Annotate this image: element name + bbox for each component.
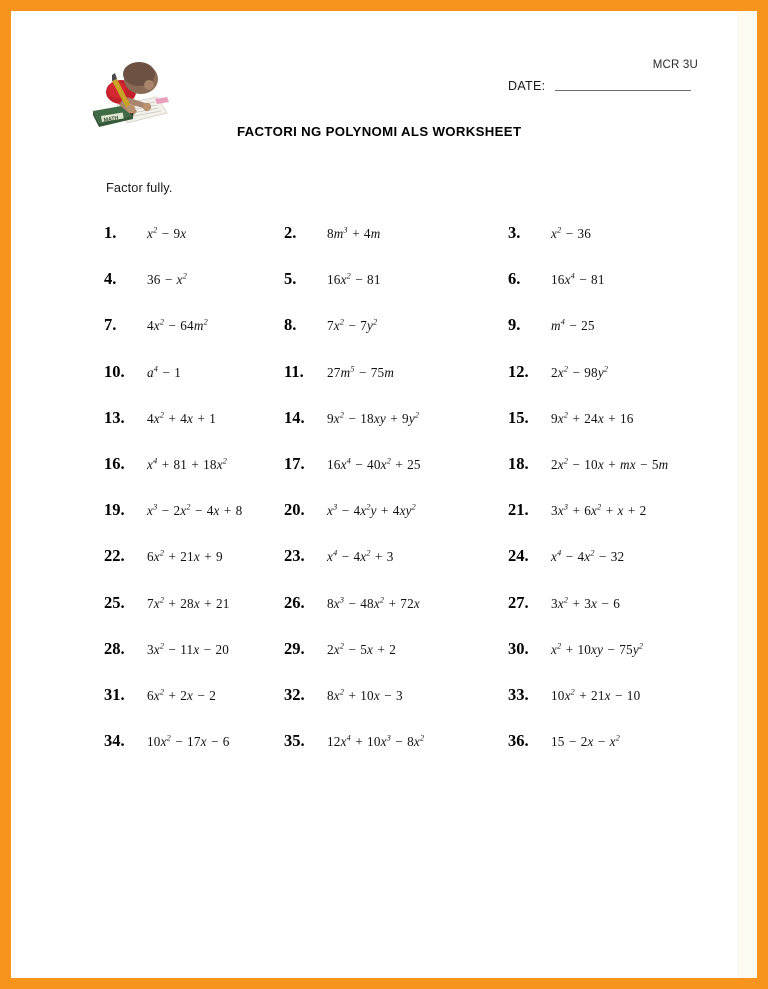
problem-item <box>284 454 421 474</box>
problem-expression: $x^2 + 10xy - 75y^2$ <box>551 641 644 657</box>
problem-expression: $3x^2 + 3x - 6$ <box>551 595 620 611</box>
problem-item <box>508 500 646 520</box>
problem-expression: $m^4 - 25$ <box>551 317 595 334</box>
problem-item <box>284 731 424 751</box>
problem-expression: $x^3 - 4x^2y + 4xy^2$ <box>327 502 416 519</box>
problem-item <box>284 362 394 382</box>
problem-number: 15. <box>508 407 529 427</box>
worksheet-sheet <box>11 11 737 978</box>
problem-item <box>508 408 634 428</box>
problem-number: 12. <box>508 361 529 381</box>
problem-item <box>284 546 394 566</box>
problem-expression: $27m^5 - 75m$ <box>327 364 395 380</box>
problem-item <box>508 315 595 335</box>
problem-item <box>508 223 591 243</box>
problem-expression: $6x^2 + 21x + 9$ <box>147 548 223 565</box>
problem-number: 30. <box>508 638 529 658</box>
problem-expression: $8m^3 + 4m$ <box>327 225 381 241</box>
problem-item <box>104 593 230 613</box>
problem-item <box>104 362 181 382</box>
problem-number: 29. <box>284 638 305 658</box>
problem-grid <box>11 223 737 777</box>
problem-row <box>11 408 737 454</box>
problem-item <box>104 315 208 335</box>
problem-number: 7. <box>104 315 117 335</box>
problem-expression: $10x^2 + 21x - 10$ <box>551 687 641 703</box>
problem-row <box>11 315 737 361</box>
problem-expression: $a^4 - 1$ <box>147 364 181 380</box>
problem-number: 20. <box>284 500 305 520</box>
problem-expression: $x^4 - 4x^2 - 32$ <box>551 548 625 565</box>
problem-item <box>104 685 216 705</box>
problem-item <box>284 639 396 659</box>
date-input-line[interactable] <box>555 90 691 91</box>
page-inner <box>11 11 757 978</box>
problem-number: 27. <box>508 592 529 612</box>
problem-expression: $9x^2 + 24x + 16$ <box>551 410 634 426</box>
problem-row <box>11 593 737 639</box>
page-title: FACTORI NG POLYNOMI ALS WORKSHEET <box>237 124 522 139</box>
problem-expression: $4x^2 - 64m^2$ <box>147 317 208 334</box>
problem-number: 22. <box>104 546 125 566</box>
problem-expression: $x^2 - 9x$ <box>147 225 187 241</box>
problem-row <box>11 639 737 685</box>
problem-number: 25. <box>104 592 125 612</box>
problem-expression: $2x^2 - 10x$ + mx − 5m <box>551 456 669 472</box>
problem-number: 23. <box>284 546 305 566</box>
instruction-text: Factor fully. <box>106 180 173 195</box>
problem-number: 28. <box>104 638 125 658</box>
problem-number: 19. <box>104 500 125 520</box>
problem-expression: $2x^2 - 98y^2$ <box>551 364 609 380</box>
problem-item <box>104 500 242 520</box>
problem-row <box>11 454 737 500</box>
problem-expression: $12x^4 + 10x^3 - 8x^2$ <box>327 733 425 750</box>
problem-number: 32. <box>284 684 305 704</box>
problem-row <box>11 223 737 269</box>
problem-item <box>104 731 230 751</box>
problem-item <box>284 593 420 613</box>
problem-item <box>508 593 620 613</box>
problem-number: 35. <box>284 731 305 751</box>
svg-text:MATH: MATH <box>103 115 119 124</box>
problem-item <box>104 269 187 289</box>
problem-item <box>508 362 608 382</box>
problem-expression: $7x^2 - 7y^2$ <box>327 317 378 334</box>
problem-expression: $9x^2 - 18xy + 9y^2$ <box>327 410 420 426</box>
problem-expression: $16x^4 - 81$ <box>551 271 605 288</box>
problem-item <box>104 546 223 566</box>
problem-number: 34. <box>104 731 125 751</box>
problem-expression: $6x^2 + 2x - 2$ <box>147 687 216 703</box>
problem-row <box>11 731 737 777</box>
problem-item <box>284 408 419 428</box>
problem-number: 4. <box>104 269 117 289</box>
problem-number: 2. <box>284 223 297 242</box>
problem-number: 1. <box>104 223 117 242</box>
problem-number: 18. <box>508 453 529 473</box>
problem-expression: $4x^2 + 4x + 1$ <box>147 410 216 426</box>
problem-item <box>508 731 620 751</box>
problem-row <box>11 546 737 592</box>
problem-item <box>508 685 640 705</box>
problem-number: 11. <box>284 361 304 381</box>
problem-number: 33. <box>508 684 529 704</box>
problem-number: 21. <box>508 500 529 520</box>
problem-number: 6. <box>508 269 521 289</box>
problem-number: 17. <box>284 453 305 473</box>
problem-number: 14. <box>284 407 305 427</box>
problem-number: 13. <box>104 407 125 427</box>
problem-item <box>284 685 403 705</box>
problem-number: 24. <box>508 546 529 566</box>
problem-item <box>508 639 643 659</box>
problem-expression: $x^2 - 36$ <box>551 225 592 241</box>
problem-number: 16. <box>104 453 125 473</box>
problem-item <box>284 500 416 520</box>
problem-row <box>11 500 737 546</box>
problem-expression: $x^4 - 4x^2 + 3$ <box>327 548 394 565</box>
problem-expression: $8x^2 + 10x - 3$ <box>327 687 403 703</box>
problem-row <box>11 685 737 731</box>
course-code: MCR 3U <box>652 59 698 71</box>
problem-expression: $15 - 2x - x^2$ <box>551 733 620 750</box>
problem-item <box>508 454 668 474</box>
problem-expression: $16x^2 - 81$ <box>327 271 381 288</box>
problem-row <box>11 269 737 315</box>
problem-number: 9. <box>508 315 521 335</box>
problem-expression: $36 - x^2$ <box>147 271 188 288</box>
problem-expression: $x^4 + 81 + 18x^2$ <box>147 456 228 472</box>
problem-number: 3. <box>508 223 521 242</box>
problem-item <box>508 269 605 289</box>
date-label: DATE: <box>508 79 546 93</box>
problem-item <box>284 269 381 289</box>
problem-number: 36. <box>508 731 529 751</box>
problem-number: 26. <box>284 592 305 612</box>
problem-number: 5. <box>284 269 297 289</box>
problem-expression: $3x^2 - 11x - 20$ <box>147 641 230 657</box>
problem-number: 31. <box>104 684 125 704</box>
date-block <box>491 59 706 99</box>
problem-expression: $x^3 - 2x^2 - 4x + 8$ <box>147 502 243 519</box>
problem-item <box>508 546 624 566</box>
problem-expression: $10x^2 - 17x - 6$ <box>147 733 230 750</box>
problem-item <box>284 223 380 243</box>
problem-row <box>11 362 737 408</box>
problem-expression: $7x^2 + 28x + 21$ <box>147 595 230 611</box>
problem-expression: $8x^3 - 48x^2 + 72x$ <box>327 595 420 611</box>
problem-expression: $16x^4 - 40x^2 + 25$ <box>327 456 421 472</box>
problem-item <box>104 408 216 428</box>
date-row <box>508 79 691 93</box>
problem-item <box>104 639 229 659</box>
problem-number: 8. <box>284 315 297 335</box>
problem-item <box>104 223 186 243</box>
problem-item <box>284 315 377 335</box>
problem-item <box>104 454 227 474</box>
student-writing-clipart <box>83 53 179 135</box>
problem-number: 10. <box>104 361 125 381</box>
problem-expression: $3x^3 + 6x^2 + x + 2$ <box>551 502 647 519</box>
problem-expression: $2x^2 - 5x + 2$ <box>327 641 396 657</box>
